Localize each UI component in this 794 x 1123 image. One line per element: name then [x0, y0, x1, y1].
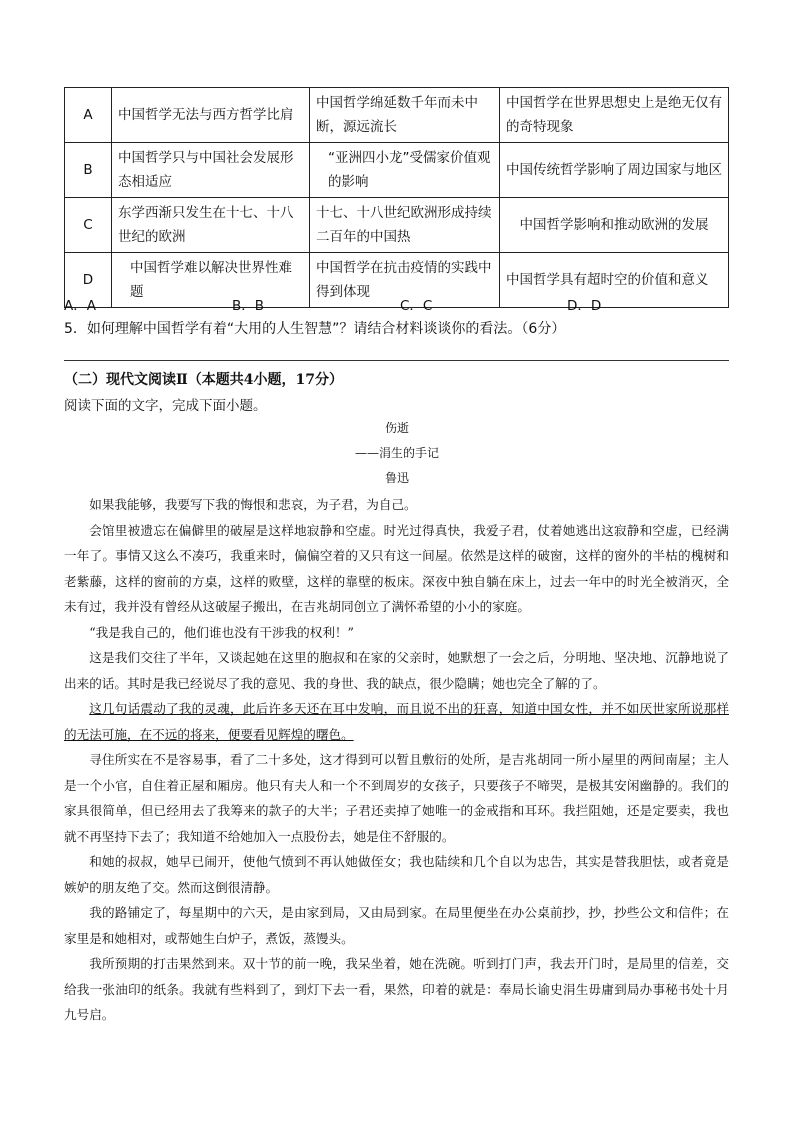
choice-c[interactable]: C．C [400, 298, 433, 314]
row-letter: B [65, 143, 112, 198]
table-cell: 十七、十八世纪欧洲形成持续二百年的中国热 [310, 198, 500, 253]
paragraph: 我的路铺定了，每星期中的六天，是由家到局，又由局到家。在局里便坐在办公桌前抄，抄，抄些公文和信件；在家里是和她相对，或帮她生白炉子，煮饭，蒸馒头。 [64, 905, 729, 946]
underlined-paragraph: 这几句话震动了我的灵魂，此后许多天还在耳中发响，而且说不出的狂喜，知道中国女性，并不如厌世家所说那样的无法可施，在不远的将来，便要看见辉煌的曙色。 [64, 701, 729, 742]
section-title: （二）现代文阅读Ⅱ（本题共4小题，17分） [64, 372, 344, 388]
passage-title: 伤逝 [384, 421, 409, 435]
table-row [65, 88, 729, 143]
row-letter: D [65, 253, 112, 308]
passage-author: 鲁迅 [384, 471, 409, 485]
passage-body [64, 492, 729, 1028]
table-cell: 中国哲学难以解决世界性难题 [112, 253, 310, 308]
answer-choices [64, 294, 729, 314]
section-divider [64, 360, 729, 361]
table-cell: “亚洲四小龙”受儒家价值观的影响 [310, 143, 500, 198]
instruction: 阅读下面的文字，完成下面小题。 [64, 398, 267, 414]
paragraph: 寻住所实在不是容易事，看了二十多处，这才得到可以暂且敷衍的处所，是吉兆胡同一所小屋里的两间南屋；主人是一个小官，自住着正屋和厢房。他只有夫人和一个不到周岁的女孩子，只要孩子不啼哭，是极其安闲幽静的。我们的家具很简单，但已经用去了我筹来的款子的大半；子君还卖掉了她唯一的金戒指和耳环。我拦阻她，还是定要卖，我也就不再坚持下去了；我知道不给她加入一点股份去，她是住不舒服的。 [64, 752, 729, 844]
paragraph: 会馆里被遗忘在偏僻里的破屋是这样地寂静和空虚。时光过得真快，我爱子君，仗着她逃出这寂静和空虚，已经满一年了。事情又这么不凑巧，我重来时，偏偏空着的又只有这一间屋。依然是这样的破窗，这样的窗外的半枯的槐树和老紫藤，这样的窗前的方桌，这样的败壁，这样的靠壁的板床。深夜中独自躺在床上，过去一年中的时光全被消灭，全未有过，我并没有曾经从这破屋子搬出，在吉兆胡同创立了满怀希望的小小的家庭。 [64, 522, 729, 614]
paragraph: 我所预期的打击果然到来。双十节的前一晚，我呆坐着，她在洗碗。听到打门声，我去开门时，是局里的信差，交给我一张油印的纸条。我就有些料到了，到灯下去一看，果然，印着的就是：奉局长谕史涓生毋庸到局办事秘书处十月九号启。 [64, 956, 729, 1022]
table-cell: 中国哲学只与中国社会发展形态相适应 [112, 143, 310, 198]
passage-subtitle: ——涓生的手记 [354, 446, 439, 460]
options-table [64, 87, 729, 308]
table-cell: 中国哲学在抗击疫情的实践中得到体现 [310, 253, 500, 308]
table-cell: 中国哲学具有超时空的价值和意义 [500, 253, 729, 308]
table-cell: 中国哲学绵延数千年而未中断，源远流长 [310, 88, 500, 143]
paragraph: 如果我能够，我要写下我的悔恨和悲哀，为子君，为自己。 [89, 497, 417, 512]
choice-d[interactable]: D．D [567, 298, 602, 314]
table-cell: 中国哲学影响和推动欧洲的发展 [500, 198, 729, 253]
choice-a[interactable]: A．A [64, 298, 96, 314]
table-cell: 中国传统哲学影响了周边国家与地区 [500, 143, 729, 198]
table-cell: 中国哲学无法与西方哲学比肩 [112, 88, 310, 143]
row-letter: A [65, 88, 112, 143]
question-5: 5．如何理解中国哲学有着“大用的人生智慧”？请结合材料谈谈你的看法。（6分） [64, 321, 566, 337]
paragraph: 和她的叔叔，她早已闹开，使他气愤到不再认她做侄女；我也陆续和几个自以为忠告，其实是替我胆怯，或者竟是嫉妒的朋友绝了交。然而这倒很清静。 [64, 854, 729, 895]
paragraph: “我是我自己的，他们谁也没有干涉我的权利！” [89, 624, 354, 640]
choice-b[interactable]: B．B [232, 298, 265, 314]
table-row [65, 198, 729, 253]
paragraph: 这是我们交往了半年，又谈起她在这里的胞叔和在家的父亲时，她默想了一会之后，分明地、坚决地、沉静地说了出来的话。其时是我已经说尽了我的意见、我的身世、我的缺点，很少隐瞒；她也完全了解的了。 [64, 650, 729, 691]
table-cell: 东学西渐只发生在十七、十八世纪的欧洲 [112, 198, 310, 253]
table-row [65, 143, 729, 198]
row-letter: C [65, 198, 112, 253]
table-cell: 中国哲学在世界思想史上是绝无仅有的奇特现象 [500, 88, 729, 143]
